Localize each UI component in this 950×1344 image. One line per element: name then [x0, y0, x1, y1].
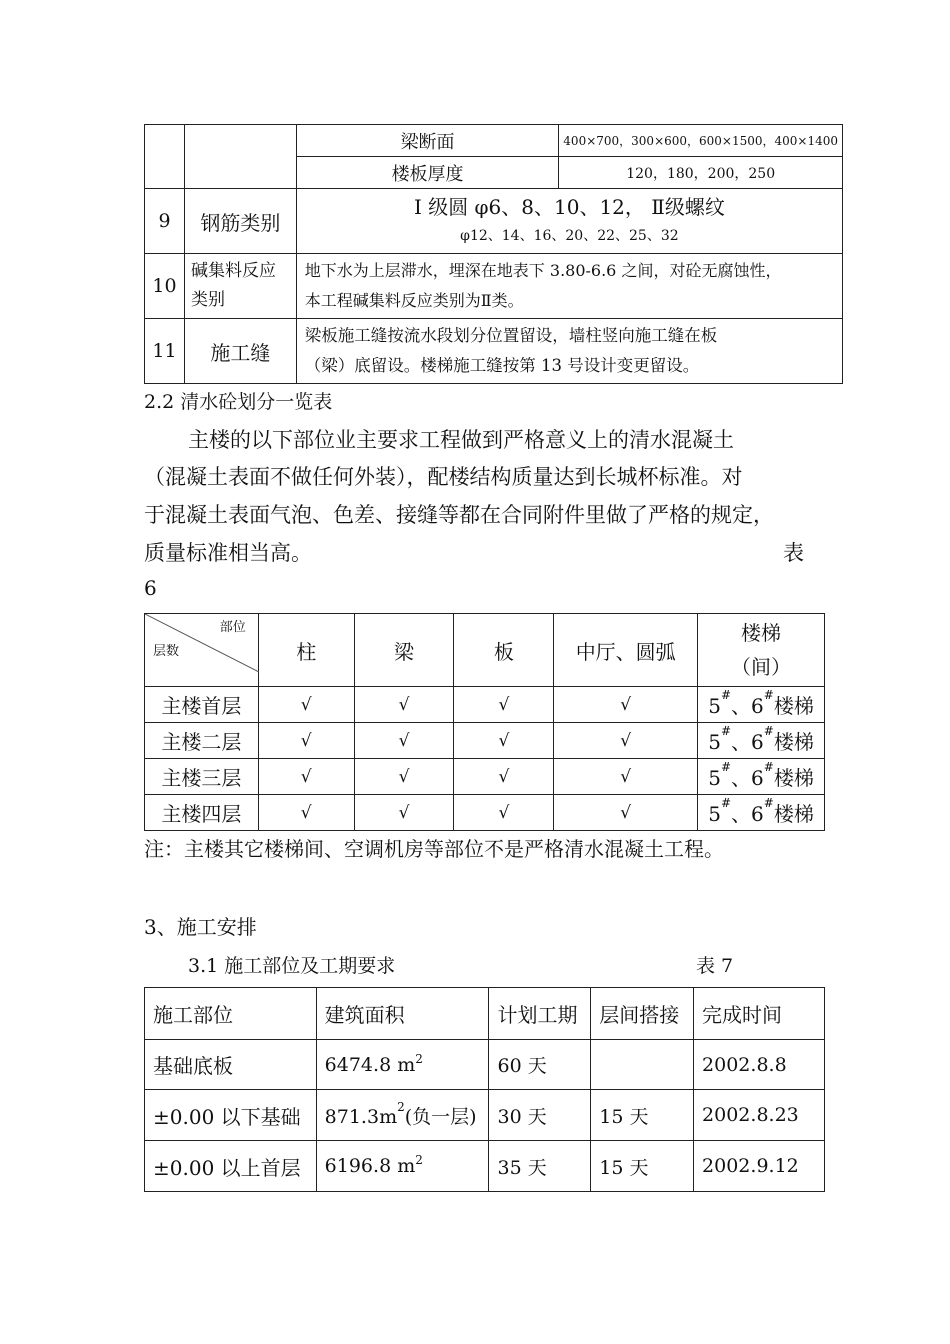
column-header: 层间搭接 — [591, 988, 694, 1040]
row-desc — [296, 254, 842, 319]
overlap-cell — [591, 1040, 694, 1090]
check-mark: √ — [454, 687, 554, 723]
table-row — [145, 759, 825, 795]
row-desc-line: 地下水为上层滞水，埋深在地表下 3.80-6.6 之间，对砼无腐蚀性， — [304, 261, 782, 280]
diag-bottom-label: 层数 — [153, 644, 180, 659]
row-name: 钢筋类别 — [184, 189, 296, 254]
part-cell: ±0.00 以上首层 — [145, 1141, 317, 1192]
table-ref: 6 — [144, 576, 157, 600]
column-header: 梁 — [354, 614, 454, 687]
table-note: 注：主楼其它楼梯间、空调机房等部位不是严格清水混凝土工程。 — [144, 837, 724, 861]
concrete-table — [144, 613, 825, 831]
table-row — [145, 723, 825, 759]
empty-cell — [145, 125, 185, 189]
check-mark: √ — [454, 723, 554, 759]
floor-label: 主楼三层 — [145, 759, 259, 795]
table-row — [145, 795, 825, 831]
row-number: 11 — [145, 319, 185, 384]
stair-cell: 5#、6#楼梯 — [698, 759, 825, 795]
finish-cell: 2002.9.12 — [694, 1141, 825, 1192]
spec-item: 梁断面 — [296, 125, 559, 157]
paragraph-line: 于混凝土表面气泡、色差、接缝等都在合同附件里做了严格的规定， — [144, 503, 774, 527]
area-cell: 6474.8 $m^2$ — [316, 1040, 489, 1090]
table-row — [145, 1141, 825, 1192]
check-mark: √ — [354, 795, 454, 831]
row-number: 9 — [145, 189, 185, 254]
table-ref: 表 7 — [696, 955, 734, 977]
finish-cell: 2002.8.23 — [694, 1090, 825, 1141]
stair-cell: 5#、6#楼梯 — [698, 795, 825, 831]
check-mark: √ — [554, 795, 698, 831]
diagonal-header — [145, 614, 259, 687]
diag-top-label: 部位 — [219, 620, 246, 635]
row-desc-line: 梁板施工缝按流水段划分位置留设，墙柱竖向施工缝在板 — [304, 326, 718, 345]
column-header: 柱 — [258, 614, 354, 687]
schedule-table — [144, 987, 825, 1192]
sub-heading: 3.1 施工部位及工期要求 — [188, 955, 396, 977]
overlap-cell: 15 天 — [591, 1141, 694, 1192]
rebar-line-1: Ⅰ 级圆 φ6、8、10、12， Ⅱ级螺纹 — [413, 195, 725, 219]
stair-cell: 5#、6#楼梯 — [698, 723, 825, 759]
area-cell: 6196.8 $m^2$ — [316, 1141, 489, 1192]
floor-label: 主楼四层 — [145, 795, 259, 831]
row-name — [184, 254, 296, 319]
duration-cell: 60 天 — [489, 1040, 591, 1090]
check-mark: √ — [258, 723, 354, 759]
paragraph-line: 主楼的以下部位业主要求工程做到严格意义上的清水混凝土 — [188, 428, 734, 452]
check-mark: √ — [554, 723, 698, 759]
stair-header-line: （间） — [731, 655, 792, 679]
row-desc-line: 本工程碱集料反应类别为Ⅱ类。 — [304, 291, 524, 310]
paragraph-line: （混凝土表面不做任何外装），配楼结构质量达到长城杯标准。对 — [144, 465, 743, 489]
spec-table — [144, 124, 843, 384]
check-mark: √ — [258, 687, 354, 723]
check-mark: √ — [354, 723, 454, 759]
check-mark: √ — [554, 759, 698, 795]
spec-item: 楼板厚度 — [296, 157, 559, 189]
table-row — [145, 1040, 825, 1090]
table-ref: 表 — [783, 541, 804, 565]
column-header: 中厅、圆弧 — [554, 614, 698, 687]
floor-label: 主楼首层 — [145, 687, 259, 723]
row-name: 施工缝 — [184, 319, 296, 384]
column-header: 板 — [454, 614, 554, 687]
row-name-line: 碱集料反应 — [190, 261, 276, 281]
duration-cell: 30 天 — [489, 1090, 591, 1141]
floor-label: 主楼二层 — [145, 723, 259, 759]
section-heading: 2.2 清水砼划分一览表 — [144, 391, 333, 413]
area-cell: $871.3m^2$(负一层) — [316, 1090, 489, 1141]
row-name-line: 类别 — [190, 290, 225, 310]
part-cell: ±0.00 以下基础 — [145, 1090, 317, 1141]
column-header — [698, 614, 825, 687]
row-number: 10 — [145, 254, 185, 319]
check-mark: √ — [354, 759, 454, 795]
overlap-cell: 15 天 — [591, 1090, 694, 1141]
paragraph-line: 质量标准相当高。 — [144, 541, 312, 565]
section-heading: 3、施工安排 — [144, 915, 257, 939]
rebar-line-2: φ12、14、16、20、22、25、32 — [460, 228, 679, 244]
table-row — [145, 1090, 825, 1141]
finish-cell: 2002.8.8 — [694, 1040, 825, 1090]
duration-cell: 35 天 — [489, 1141, 591, 1192]
row-desc-line: （梁）底留设。楼梯施工缝按第 13 号设计变更留设。 — [304, 356, 700, 375]
stair-cell: 5#、6#楼梯 — [698, 687, 825, 723]
column-header: 施工部位 — [145, 988, 317, 1040]
check-mark: √ — [258, 759, 354, 795]
row-desc — [296, 319, 842, 384]
column-header: 建筑面积 — [316, 988, 489, 1040]
check-mark: √ — [258, 795, 354, 831]
column-header: 计划工期 — [489, 988, 591, 1040]
spec-value: 120，180，200，250 — [559, 157, 843, 189]
table-row — [145, 687, 825, 723]
part-cell: 基础底板 — [145, 1040, 317, 1090]
rebar-cell — [296, 189, 842, 254]
check-mark: √ — [454, 795, 554, 831]
check-mark: √ — [454, 759, 554, 795]
check-mark: √ — [354, 687, 454, 723]
check-mark: √ — [554, 687, 698, 723]
stair-header-line: 楼梯 — [741, 621, 782, 645]
spec-value: 400×700，300×600，600×1500，400×1400 — [559, 125, 843, 157]
empty-cell — [184, 125, 296, 189]
column-header: 完成时间 — [694, 988, 825, 1040]
